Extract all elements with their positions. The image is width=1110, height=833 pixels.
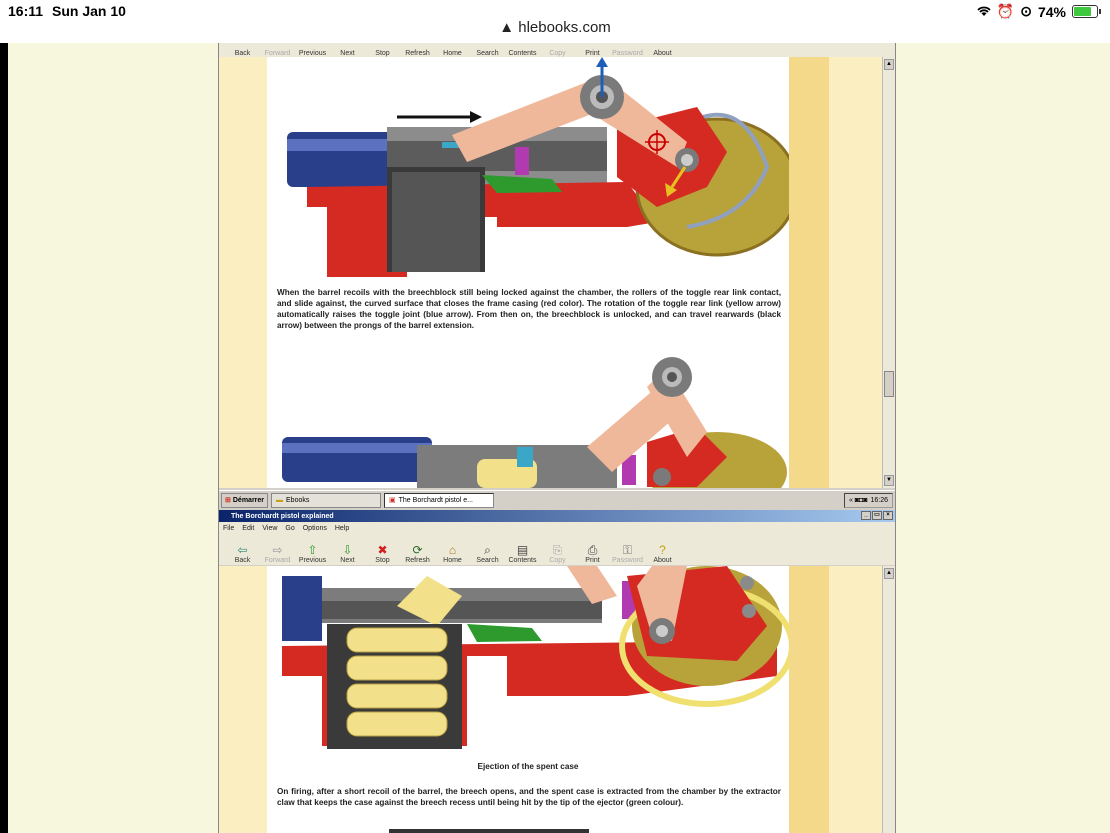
system-tray (844, 493, 893, 508)
paragraph-recoil: When the barrel recoils with the breechblock still being locked against the chamber, the rollers of the toggle rear link contact, and slide against, the curved surface that closes the frame casing (red color). The rotation of the toggle rear link (yellow arrow) automatically raises the toggle joint (blue arrow). From then on, the breechblock is unlocked, and can travel rearwards (black arrow) between the prongs of the barrel extension. (277, 288, 781, 330)
toolbar-password-button[interactable] (610, 543, 645, 564)
menu-edit[interactable]: Edit (242, 524, 255, 532)
toolbar-print-button[interactable] (575, 543, 610, 564)
toolbar-search-button[interactable] (470, 543, 505, 564)
toolbar-label: Print (585, 557, 600, 564)
main-toolbar (219, 534, 895, 565)
battery-icon (1072, 5, 1098, 18)
taskbar-item-ebooks[interactable]: ▬ Ebooks (271, 493, 381, 508)
tray-icons: « ◙◘◙ (848, 496, 868, 504)
menu-options[interactable]: Options (302, 524, 327, 532)
toolbar-stop-button[interactable] (365, 50, 400, 57)
ebook-screenshot (218, 43, 896, 833)
lower-content-pane (219, 566, 895, 833)
upper-scrollbar[interactable] (882, 57, 895, 488)
toolbar-copy-button[interactable] (540, 50, 575, 57)
toolbar-back-button[interactable] (225, 543, 260, 564)
toolbar-label: Stop (375, 557, 390, 564)
toolbar-contents-button[interactable] (505, 50, 540, 57)
menu-help[interactable]: Help (334, 524, 350, 532)
print-icon: ⎙ (587, 543, 598, 557)
ebook-icon: ▣ (389, 497, 396, 504)
toolbar-print-button[interactable] (575, 50, 610, 57)
toolbar-label: Back (234, 50, 251, 57)
breech-opening-diagram (267, 347, 789, 488)
toolbar-forward-button[interactable] (260, 50, 295, 57)
home-icon: ⌂ (448, 543, 457, 557)
toolbar-label: Next (340, 50, 355, 57)
start-button[interactable]: ⊞ Démarrer (221, 493, 268, 508)
toolbar-label: Previous (298, 557, 327, 564)
status-indicators (977, 3, 1098, 20)
address-bar[interactable] (0, 19, 1110, 36)
menu-go[interactable]: Go (285, 524, 295, 532)
toolbar-label: Forward (264, 557, 291, 564)
up-arrow-icon: ⇧ (307, 543, 318, 557)
minimize-button[interactable]: _ (861, 511, 871, 520)
down-arrow-icon: ⇩ (342, 543, 353, 557)
toolbar-label: Back (234, 557, 251, 564)
next-figure-edge (389, 829, 589, 833)
search-icon: ⌕ (484, 543, 491, 557)
toolbar-refresh-button[interactable] (400, 50, 435, 57)
copy-icon: ⎘ (552, 543, 563, 557)
toolbar-next-button[interactable] (330, 543, 365, 564)
battery-percent: 74% (1037, 3, 1066, 20)
toolbar-stop-button[interactable] (365, 543, 400, 564)
ejection-diagram (267, 566, 789, 756)
toolbar-label: Contents (508, 50, 537, 57)
lower-scrollbar[interactable] (882, 566, 895, 833)
key-icon: ⚿ (622, 543, 633, 557)
toolbar-back-button[interactable] (225, 50, 260, 57)
windows-taskbar (219, 490, 895, 509)
ios-status-bar (0, 0, 1110, 43)
toolbar-label: Refresh (405, 557, 430, 564)
toolbar-refresh-button[interactable] (400, 543, 435, 564)
stop-icon: ✖ (377, 543, 388, 557)
top-toolbar (219, 43, 895, 57)
toolbar-previous-button[interactable] (295, 50, 330, 57)
tray-clock: 16:26 (870, 496, 888, 504)
menu-bar (219, 522, 895, 534)
toolbar-label: Contents (508, 557, 537, 564)
toolbar-label: Refresh (405, 50, 430, 57)
upper-content-pane (219, 57, 895, 488)
toolbar-label: Copy (549, 557, 566, 564)
left-edge (0, 43, 8, 833)
alarm-icon: ⏰ (996, 3, 1015, 19)
refresh-icon: ⟳ (412, 543, 423, 557)
toolbar-about-button[interactable] (645, 50, 680, 57)
toolbar-about-button[interactable] (645, 543, 680, 564)
toolbar-label: Print (585, 50, 600, 57)
window-title-bar (219, 510, 895, 522)
restore-button[interactable]: ▭ (872, 511, 882, 520)
contents-icon: ▤ (516, 543, 529, 557)
toolbar-label: Next (340, 557, 355, 564)
paragraph-ejection: On firing, after a short recoil of the barrel, the breech opens, and the spent case is extracted from the chamber by the extractor claw that keeps the case against the breech recess until being hit by the tip of the ejector (green colour). (277, 787, 781, 807)
back-arrow-icon: ⇦ (237, 543, 248, 557)
status-date: Sun Jan 10 (52, 3, 126, 19)
toolbar-home-button[interactable] (435, 50, 470, 57)
toolbar-label: Password (612, 557, 643, 564)
orientation-lock-icon: ⊙ (1020, 3, 1032, 19)
toolbar-password-button[interactable] (610, 50, 645, 57)
toolbar-label: Home (443, 557, 462, 564)
scroll-down-arrow[interactable]: ▼ (884, 475, 894, 486)
toolbar-forward-button[interactable] (260, 543, 295, 564)
toolbar-search-button[interactable] (470, 50, 505, 57)
wifi-icon (977, 4, 991, 20)
toggle-unlock-diagram (267, 57, 789, 277)
toolbar-next-button[interactable] (330, 50, 365, 57)
url-text: hlebooks.com (518, 19, 611, 36)
toolbar-label: Home (443, 50, 462, 57)
toolbar-label: Search (476, 557, 499, 564)
toolbar-home-button[interactable] (435, 543, 470, 564)
toolbar-label: Forward (264, 50, 291, 57)
window-title: The Borchardt pistol explained (231, 512, 334, 520)
toolbar-label: Stop (375, 50, 390, 57)
toolbar-label: Previous (298, 50, 327, 57)
folder-icon: ▬ (276, 496, 284, 504)
toolbar-label: About (653, 50, 672, 57)
scroll-up-arrow[interactable]: ▲ (884, 59, 894, 70)
windows-logo-icon: ⊞ (225, 497, 231, 504)
close-button[interactable]: × (883, 511, 893, 520)
question-icon: ? (659, 543, 666, 557)
lock-icon: ▲ (499, 19, 515, 36)
scroll-up-arrow[interactable]: ▲ (884, 568, 894, 579)
toolbar-contents-button[interactable] (505, 543, 540, 564)
toolbar-previous-button[interactable] (295, 543, 330, 564)
toolbar-label: Search (476, 50, 499, 57)
toolbar-label: Password (612, 50, 643, 57)
menu-file[interactable]: File (223, 524, 235, 532)
menu-view[interactable]: View (262, 524, 278, 532)
toolbar-copy-button[interactable] (540, 543, 575, 564)
status-time: 16:11 (8, 3, 44, 19)
forward-arrow-icon: ⇨ (272, 543, 283, 557)
toolbar-label: Copy (549, 50, 566, 57)
figure-caption: Ejection of the spent case (477, 762, 579, 771)
taskbar-item-borchardt[interactable]: ▣ The Borchardt pistol e... (384, 493, 494, 508)
toolbar-label: About (653, 557, 672, 564)
scroll-thumb[interactable] (884, 371, 894, 397)
